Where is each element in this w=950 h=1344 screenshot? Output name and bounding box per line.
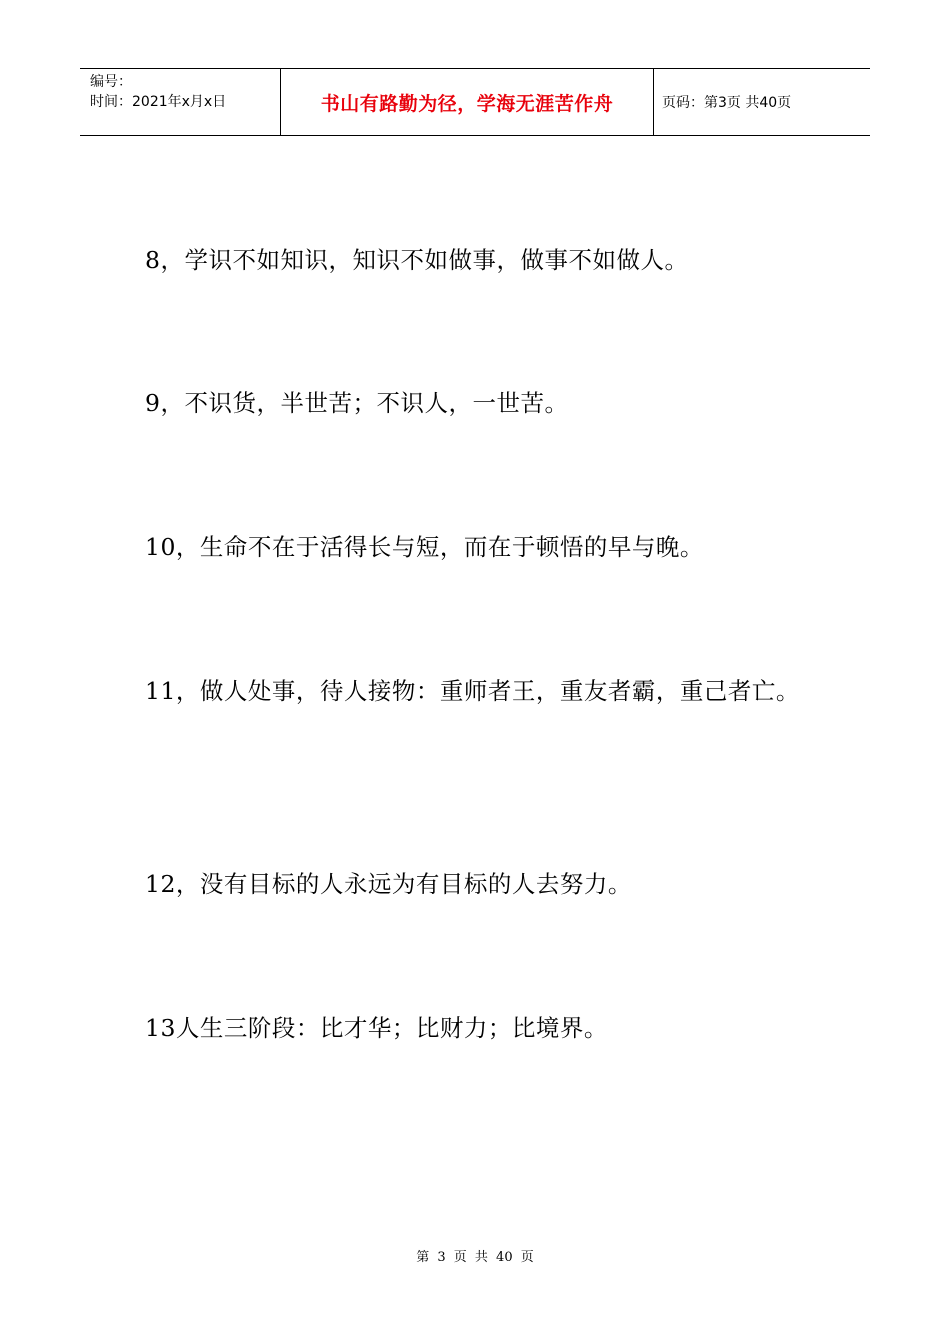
- paragraph-10: 10，生命不在于活得长与短，而在于顿悟的早与晚。: [145, 533, 704, 561]
- paragraph-9: 9，不识货，半世苦；不识人，一世苦。: [145, 389, 569, 417]
- header-motto: 书山有路勤为径，学海无涯苦作舟: [281, 69, 654, 135]
- paragraph-12: 12，没有目标的人永远为有目标的人去努力。: [145, 870, 632, 898]
- paragraph-11: 11，做人处事，待人接物：重师者王，重友者霸，重己者亡。: [145, 677, 800, 705]
- header-meta: [80, 69, 281, 135]
- number-label: 编号：: [90, 74, 132, 90]
- time-label: 时间：2021年x月x日: [90, 94, 227, 110]
- page-footer: 第 3 页 共 40 页: [416, 1250, 534, 1265]
- paragraph-13: 13人生三阶段：比才华；比财力；比境界。: [145, 1014, 608, 1042]
- paragraph-8: 8，学识不如知识，知识不如做事，做事不如做人。: [145, 246, 689, 274]
- header-page-info: 页码：第3页 共40页: [662, 95, 792, 111]
- page-header: [80, 68, 870, 136]
